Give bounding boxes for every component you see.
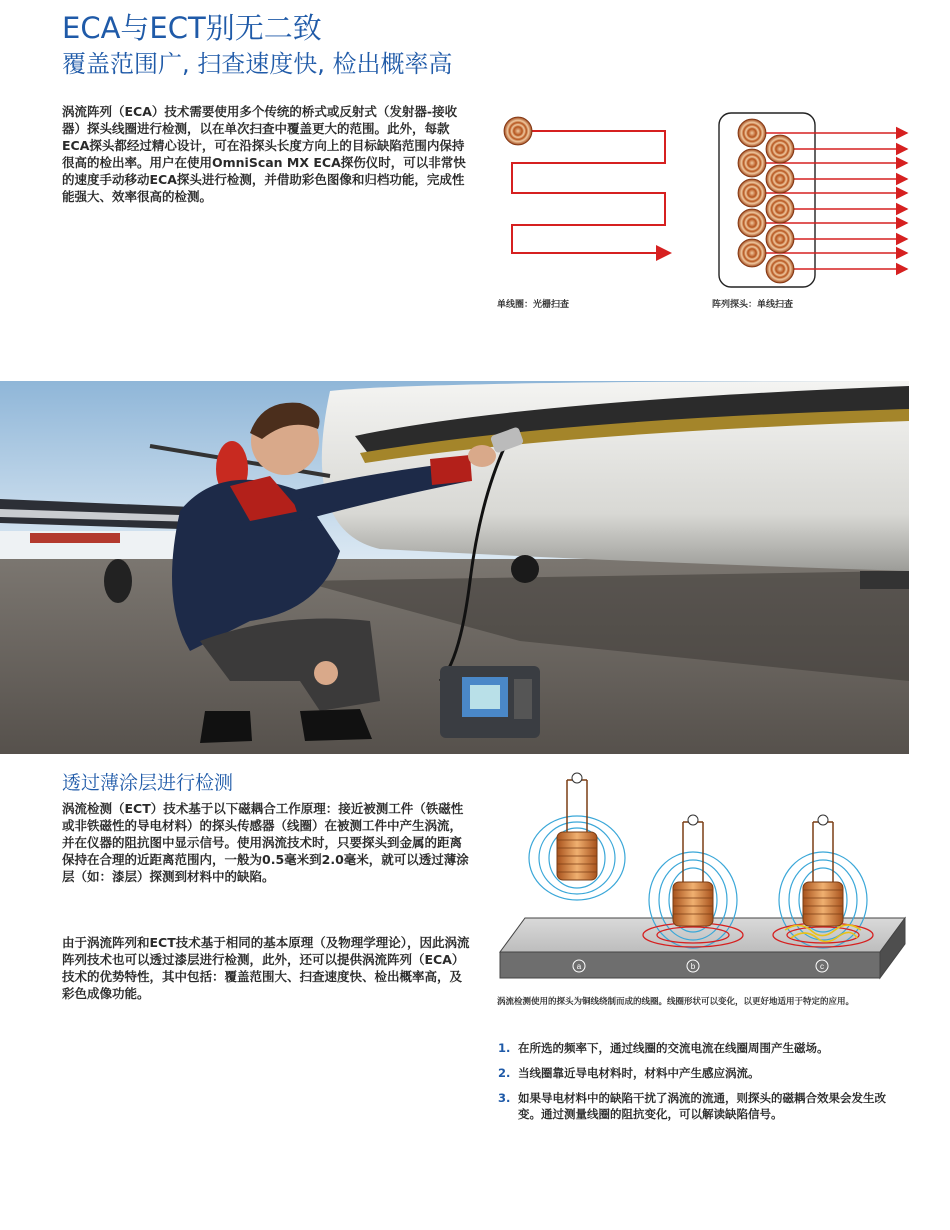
step-text: 如果导电材料中的缺陷干扰了涡流的流通，则探头的磁耦合效果会发生改变。通过测量线圈的阻抗变化，可以解读缺陷信号。 xyxy=(518,1091,886,1121)
ect-section-heading: 透过薄涂层进行检测 xyxy=(62,772,234,794)
ect-paragraph-2: 由于涡流阵列和ECT技术基于相同的基本原理（及物理学理论），因此涡流阵列技术也可以透过漆层进行检测，此外，还可以提供涡流阵列（ECA）技术的优势特性，其中包括：覆盖范围大、扫查速度快、检出概率高，及彩色成像功能。 xyxy=(62,935,470,1001)
coil-label-c: c xyxy=(820,962,824,971)
eddy-current-coil-diagram xyxy=(495,770,910,988)
page-title: ECA与ECT别无二致 xyxy=(62,11,322,45)
step-number: 2. xyxy=(498,1066,511,1080)
inspection-photo xyxy=(0,381,909,754)
list-item xyxy=(498,1065,908,1081)
steps-list xyxy=(498,1040,908,1131)
list-item xyxy=(498,1090,908,1122)
page-subtitle: 覆盖范围广, 扫查速度快, 检出概率高 xyxy=(62,50,453,78)
coil-label-b: b xyxy=(690,962,696,971)
step-number: 1. xyxy=(498,1041,511,1055)
scan-comparison-diagram xyxy=(495,105,915,295)
list-item xyxy=(498,1040,908,1056)
ect-paragraph-1: 涡流检测（ECT）技术基于以下磁耦合工作原理：接近被测工件（铁磁性或非铁磁性的导电材料）的探头传感器（线圈）在被测工件中产生涡流，并在仪器的阻抗图中显示信号。使用涡流技术时，只要探头到金属的距离保持在合理的近距离范围内，一般为0.5毫米到2.0毫米，就可以透过薄涂层（如：漆层）探测到材料中的缺陷。 xyxy=(62,801,469,884)
array-probe-housing xyxy=(719,113,815,287)
coil-a xyxy=(529,773,625,900)
intro-paragraph: 涡流阵列（ECA）技术需要使用多个传统的桥式或反射式（发射器-接收器）探头线圈进行检测，以在单次扫查中覆盖更大的范围。此外，每款ECA探头都经过精心设计，可在沿探头长度方向上的目标缺陷范围内保持很高的检出率。用户在使用OmniScan MX ECA探伤仪时，可以非常快的速度手动移动ECA探头进行检测，并借助彩色图像和归档功能，完成性能强大、效率很高的检测。 xyxy=(62,104,466,204)
step-text: 在所选的频率下，通过线圈的交流电流在线圈周围产生磁场。 xyxy=(518,1041,829,1055)
coil-label-a: a xyxy=(576,962,582,971)
step-text: 当线圈靠近导电材料时，材料中产生感应涡流。 xyxy=(518,1066,760,1080)
single-coil xyxy=(504,117,532,145)
step-number: 3. xyxy=(498,1091,511,1105)
array-probe-caption: 阵列探头：单线扫查 xyxy=(712,300,794,310)
single-coil-caption: 单线圈：光栅扫查 xyxy=(497,300,570,310)
array-coils xyxy=(738,119,794,283)
coil-figure-caption: 涡流检测使用的探头为铜线绕制而成的线圈。线圈形状可以变化，以更好地适用于特定的应用。 xyxy=(497,997,855,1007)
raster-scan-path xyxy=(512,131,670,253)
